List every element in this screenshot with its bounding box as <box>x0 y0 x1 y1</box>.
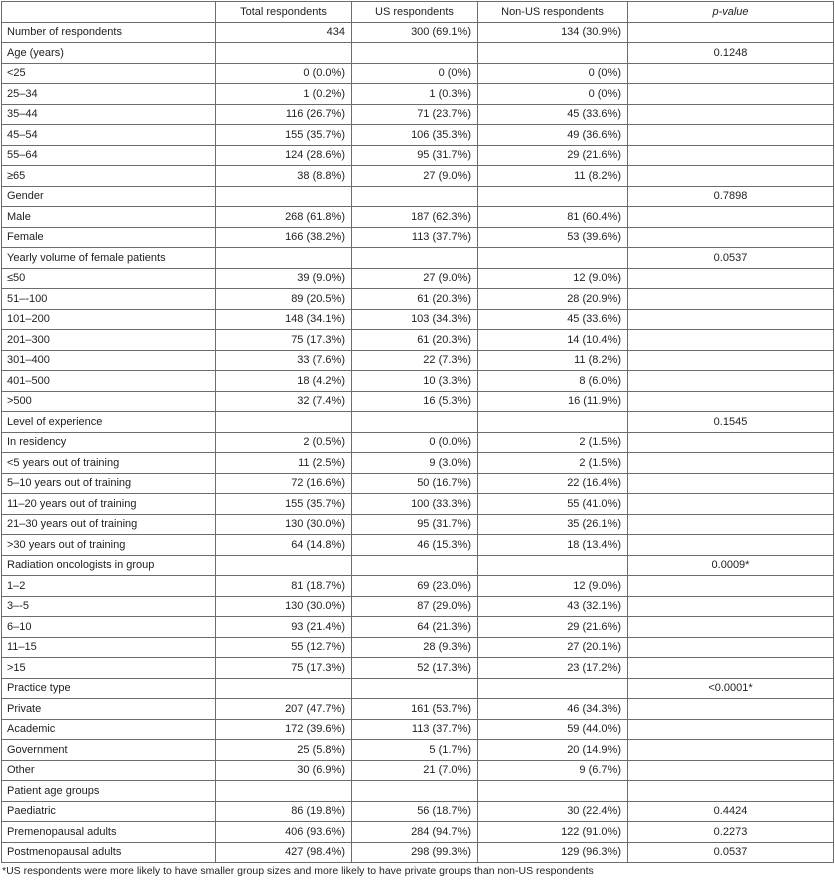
table-row <box>2 371 834 392</box>
table-row <box>2 781 834 802</box>
table-row <box>2 145 834 166</box>
non-us-respondents-cell: 18 (13.4%) <box>478 535 628 556</box>
row-label: 3–-5 <box>2 596 216 617</box>
non-us-respondents-cell: 0 (0%) <box>478 84 628 105</box>
non-us-respondents-cell: 22 (16.4%) <box>478 473 628 494</box>
row-label: Postmenopausal adults <box>2 842 216 863</box>
row-label: 11–15 <box>2 637 216 658</box>
table-row <box>2 125 834 146</box>
total-respondents-cell: 1 (0.2%) <box>216 84 352 105</box>
p-value-cell <box>628 268 834 289</box>
non-us-respondents-cell: 23 (17.2%) <box>478 658 628 679</box>
table-row <box>2 248 834 269</box>
p-value-cell <box>628 494 834 515</box>
row-label: 51–-100 <box>2 289 216 310</box>
total-respondents-cell <box>216 678 352 699</box>
p-value-cell <box>628 104 834 125</box>
us-respondents-cell: 284 (94.7%) <box>352 822 478 843</box>
non-us-respondents-cell <box>478 781 628 802</box>
row-label: Other <box>2 760 216 781</box>
table-row <box>2 535 834 556</box>
p-value-cell <box>628 637 834 658</box>
us-respondents-cell <box>352 555 478 576</box>
p-value-cell: 0.1545 <box>628 412 834 433</box>
total-respondents-cell: 33 (7.6%) <box>216 350 352 371</box>
total-respondents-cell <box>216 555 352 576</box>
total-respondents-cell: 75 (17.3%) <box>216 658 352 679</box>
total-respondents-cell <box>216 43 352 64</box>
us-respondents-cell: 71 (23.7%) <box>352 104 478 125</box>
total-respondents-cell: 268 (61.8%) <box>216 207 352 228</box>
non-us-respondents-cell: 49 (36.6%) <box>478 125 628 146</box>
p-value-cell <box>628 350 834 371</box>
p-value-cell <box>628 432 834 453</box>
table-row <box>2 350 834 371</box>
total-respondents-cell: 64 (14.8%) <box>216 535 352 556</box>
table-row <box>2 658 834 679</box>
row-label: ≥65 <box>2 166 216 187</box>
non-us-respondents-cell: 20 (14.9%) <box>478 740 628 761</box>
non-us-respondents-cell <box>478 43 628 64</box>
us-respondents-cell: 46 (15.3%) <box>352 535 478 556</box>
p-value-cell <box>628 145 834 166</box>
row-label: 201–300 <box>2 330 216 351</box>
table-footnote: *US respondents were more likely to have smaller group sizes and more likely to have private groups than non-US respondents <box>2 865 594 877</box>
table-row <box>2 699 834 720</box>
row-label: 401–500 <box>2 371 216 392</box>
total-respondents-cell: 2 (0.5%) <box>216 432 352 453</box>
p-value-cell <box>628 84 834 105</box>
row-label: 6–10 <box>2 617 216 638</box>
row-label: >500 <box>2 391 216 412</box>
row-label: 301–400 <box>2 350 216 371</box>
table-row <box>2 494 834 515</box>
us-respondents-cell: 87 (29.0%) <box>352 596 478 617</box>
row-label: Private <box>2 699 216 720</box>
row-label: 55–64 <box>2 145 216 166</box>
non-us-respondents-cell: 46 (34.3%) <box>478 699 628 720</box>
p-value-cell <box>628 699 834 720</box>
non-us-respondents-cell: 45 (33.6%) <box>478 309 628 330</box>
total-respondents-cell: 427 (98.4%) <box>216 842 352 863</box>
p-value-cell: 0.0009* <box>628 555 834 576</box>
respondent-characteristics-table <box>1 1 834 863</box>
non-us-respondents-cell: 29 (21.6%) <box>478 617 628 638</box>
non-us-respondents-cell: 122 (91.0%) <box>478 822 628 843</box>
us-respondents-cell: 100 (33.3%) <box>352 494 478 515</box>
p-value-cell: 0.1248 <box>628 43 834 64</box>
non-us-respondents-cell: 59 (44.0%) <box>478 719 628 740</box>
table-row <box>2 289 834 310</box>
total-respondents-cell: 0 (0.0%) <box>216 63 352 84</box>
row-label: In residency <box>2 432 216 453</box>
us-respondents-cell: 61 (20.3%) <box>352 330 478 351</box>
us-respondents-cell: 0 (0%) <box>352 63 478 84</box>
header-p-value: p-value <box>628 2 834 23</box>
table-row <box>2 309 834 330</box>
header-us-respondents: US respondents <box>352 2 478 23</box>
table-body <box>2 22 834 863</box>
us-respondents-cell: 1 (0.3%) <box>352 84 478 105</box>
us-respondents-cell: 103 (34.3%) <box>352 309 478 330</box>
non-us-respondents-cell: 29 (21.6%) <box>478 145 628 166</box>
us-respondents-cell: 0 (0.0%) <box>352 432 478 453</box>
total-respondents-cell: 25 (5.8%) <box>216 740 352 761</box>
p-value-cell <box>628 309 834 330</box>
header-total-respondents: Total respondents <box>216 2 352 23</box>
table-row <box>2 596 834 617</box>
p-value-cell <box>628 371 834 392</box>
table-row <box>2 453 834 474</box>
row-label: Patient age groups <box>2 781 216 802</box>
p-value-cell <box>628 330 834 351</box>
total-respondents-cell: 93 (21.4%) <box>216 617 352 638</box>
row-label: Paediatric <box>2 801 216 822</box>
table-row <box>2 43 834 64</box>
p-value-cell: 0.7898 <box>628 186 834 207</box>
row-label: 35–44 <box>2 104 216 125</box>
p-value-cell <box>628 719 834 740</box>
non-us-respondents-cell: 134 (30.9%) <box>478 22 628 43</box>
table-row <box>2 330 834 351</box>
total-respondents-cell: 116 (26.7%) <box>216 104 352 125</box>
total-respondents-cell: 18 (4.2%) <box>216 371 352 392</box>
row-label: Gender <box>2 186 216 207</box>
non-us-respondents-cell <box>478 186 628 207</box>
us-respondents-cell: 95 (31.7%) <box>352 145 478 166</box>
non-us-respondents-cell <box>478 555 628 576</box>
p-value-cell <box>628 576 834 597</box>
row-label: 101–200 <box>2 309 216 330</box>
row-label: Age (years) <box>2 43 216 64</box>
total-respondents-cell: 406 (93.6%) <box>216 822 352 843</box>
total-respondents-cell: 55 (12.7%) <box>216 637 352 658</box>
us-respondents-cell: 61 (20.3%) <box>352 289 478 310</box>
table-row <box>2 227 834 248</box>
total-respondents-cell: 155 (35.7%) <box>216 125 352 146</box>
table-row <box>2 268 834 289</box>
total-respondents-cell: 86 (19.8%) <box>216 801 352 822</box>
row-label: Level of experience <box>2 412 216 433</box>
p-value-cell: <0.0001* <box>628 678 834 699</box>
table-row <box>2 412 834 433</box>
table-row <box>2 84 834 105</box>
us-respondents-cell: 95 (31.7%) <box>352 514 478 535</box>
table-row <box>2 186 834 207</box>
table-row <box>2 391 834 412</box>
us-respondents-cell: 52 (17.3%) <box>352 658 478 679</box>
total-respondents-cell: 130 (30.0%) <box>216 514 352 535</box>
us-respondents-cell: 50 (16.7%) <box>352 473 478 494</box>
non-us-respondents-cell: 27 (20.1%) <box>478 637 628 658</box>
non-us-respondents-cell: 35 (26.1%) <box>478 514 628 535</box>
us-respondents-cell: 28 (9.3%) <box>352 637 478 658</box>
p-value-cell <box>628 453 834 474</box>
us-respondents-cell <box>352 678 478 699</box>
table-row <box>2 432 834 453</box>
p-value-cell <box>628 166 834 187</box>
non-us-respondents-cell: 11 (8.2%) <box>478 350 628 371</box>
non-us-respondents-cell: 43 (32.1%) <box>478 596 628 617</box>
total-respondents-cell <box>216 186 352 207</box>
us-respondents-cell <box>352 43 478 64</box>
non-us-respondents-cell: 53 (39.6%) <box>478 227 628 248</box>
p-value-cell <box>628 207 834 228</box>
total-respondents-cell: 75 (17.3%) <box>216 330 352 351</box>
table-row <box>2 63 834 84</box>
total-respondents-cell: 155 (35.7%) <box>216 494 352 515</box>
p-value-cell <box>628 514 834 535</box>
row-label: 5–10 years out of training <box>2 473 216 494</box>
total-respondents-cell: 38 (8.8%) <box>216 166 352 187</box>
row-label: >30 years out of training <box>2 535 216 556</box>
non-us-respondents-cell: 30 (22.4%) <box>478 801 628 822</box>
table-row <box>2 166 834 187</box>
row-label: Male <box>2 207 216 228</box>
row-label: <5 years out of training <box>2 453 216 474</box>
total-respondents-cell: 11 (2.5%) <box>216 453 352 474</box>
non-us-respondents-cell: 8 (6.0%) <box>478 371 628 392</box>
row-label: Academic <box>2 719 216 740</box>
us-respondents-cell: 69 (23.0%) <box>352 576 478 597</box>
p-value-cell <box>628 391 834 412</box>
us-respondents-cell <box>352 412 478 433</box>
total-respondents-cell: 32 (7.4%) <box>216 391 352 412</box>
non-us-respondents-cell: 12 (9.0%) <box>478 268 628 289</box>
us-respondents-cell <box>352 781 478 802</box>
non-us-respondents-cell: 14 (10.4%) <box>478 330 628 351</box>
table-row <box>2 576 834 597</box>
table-row <box>2 822 834 843</box>
total-respondents-cell: 72 (16.6%) <box>216 473 352 494</box>
total-respondents-cell: 30 (6.9%) <box>216 760 352 781</box>
us-respondents-cell: 298 (99.3%) <box>352 842 478 863</box>
total-respondents-cell: 89 (20.5%) <box>216 289 352 310</box>
non-us-respondents-cell: 12 (9.0%) <box>478 576 628 597</box>
total-respondents-cell: 434 <box>216 22 352 43</box>
total-respondents-cell: 207 (47.7%) <box>216 699 352 720</box>
p-value-cell: 0.2273 <box>628 822 834 843</box>
p-value-cell <box>628 535 834 556</box>
table-row <box>2 801 834 822</box>
total-respondents-cell <box>216 248 352 269</box>
total-respondents-cell <box>216 781 352 802</box>
table-row <box>2 104 834 125</box>
non-us-respondents-cell: 55 (41.0%) <box>478 494 628 515</box>
total-respondents-cell <box>216 412 352 433</box>
non-us-respondents-cell <box>478 248 628 269</box>
row-label: 11–20 years out of training <box>2 494 216 515</box>
p-value-cell <box>628 227 834 248</box>
non-us-respondents-cell: 129 (96.3%) <box>478 842 628 863</box>
p-value-cell: 0.0537 <box>628 842 834 863</box>
row-label: 1–2 <box>2 576 216 597</box>
us-respondents-cell: 106 (35.3%) <box>352 125 478 146</box>
total-respondents-cell: 39 (9.0%) <box>216 268 352 289</box>
table-row <box>2 555 834 576</box>
row-label: <25 <box>2 63 216 84</box>
us-respondents-cell: 113 (37.7%) <box>352 227 478 248</box>
total-respondents-cell: 172 (39.6%) <box>216 719 352 740</box>
table-row <box>2 617 834 638</box>
us-respondents-cell: 9 (3.0%) <box>352 453 478 474</box>
non-us-respondents-cell <box>478 678 628 699</box>
non-us-respondents-cell: 2 (1.5%) <box>478 432 628 453</box>
non-us-respondents-cell <box>478 412 628 433</box>
non-us-respondents-cell: 28 (20.9%) <box>478 289 628 310</box>
non-us-respondents-cell: 16 (11.9%) <box>478 391 628 412</box>
total-respondents-cell: 130 (30.0%) <box>216 596 352 617</box>
us-respondents-cell: 27 (9.0%) <box>352 166 478 187</box>
p-value-cell <box>628 617 834 638</box>
row-label: ≤50 <box>2 268 216 289</box>
row-label: Government <box>2 740 216 761</box>
us-respondents-cell: 22 (7.3%) <box>352 350 478 371</box>
row-label: Yearly volume of female patients <box>2 248 216 269</box>
us-respondents-cell: 27 (9.0%) <box>352 268 478 289</box>
p-value-cell <box>628 289 834 310</box>
p-value-cell <box>628 473 834 494</box>
p-value-cell <box>628 596 834 617</box>
us-respondents-cell <box>352 248 478 269</box>
non-us-respondents-cell: 0 (0%) <box>478 63 628 84</box>
us-respondents-cell: 16 (5.3%) <box>352 391 478 412</box>
total-respondents-cell: 166 (38.2%) <box>216 227 352 248</box>
table-row <box>2 740 834 761</box>
row-label: Number of respondents <box>2 22 216 43</box>
non-us-respondents-cell: 45 (33.6%) <box>478 104 628 125</box>
us-respondents-cell: 10 (3.3%) <box>352 371 478 392</box>
row-label: Practice type <box>2 678 216 699</box>
p-value-cell <box>628 658 834 679</box>
row-label: 45–54 <box>2 125 216 146</box>
us-respondents-cell: 64 (21.3%) <box>352 617 478 638</box>
us-respondents-cell: 161 (53.7%) <box>352 699 478 720</box>
row-label: Female <box>2 227 216 248</box>
total-respondents-cell: 148 (34.1%) <box>216 309 352 330</box>
p-value-cell <box>628 125 834 146</box>
table-row <box>2 678 834 699</box>
total-respondents-cell: 124 (28.6%) <box>216 145 352 166</box>
p-value-cell <box>628 63 834 84</box>
p-value-cell <box>628 740 834 761</box>
table-row <box>2 719 834 740</box>
row-label: 25–34 <box>2 84 216 105</box>
us-respondents-cell: 5 (1.7%) <box>352 740 478 761</box>
non-us-respondents-cell: 9 (6.7%) <box>478 760 628 781</box>
row-label: >15 <box>2 658 216 679</box>
header-non-us-respondents: Non-US respondents <box>478 2 628 23</box>
row-label: Premenopausal adults <box>2 822 216 843</box>
total-respondents-cell: 81 (18.7%) <box>216 576 352 597</box>
table-row <box>2 207 834 228</box>
table-row <box>2 637 834 658</box>
non-us-respondents-cell: 2 (1.5%) <box>478 453 628 474</box>
p-value-cell: 0.4424 <box>628 801 834 822</box>
table-row <box>2 514 834 535</box>
us-respondents-cell: 113 (37.7%) <box>352 719 478 740</box>
us-respondents-cell: 300 (69.1%) <box>352 22 478 43</box>
table-row <box>2 473 834 494</box>
table-row <box>2 22 834 43</box>
us-respondents-cell <box>352 186 478 207</box>
p-value-cell <box>628 781 834 802</box>
us-respondents-cell: 21 (7.0%) <box>352 760 478 781</box>
row-label: Radiation oncologists in group <box>2 555 216 576</box>
p-value-cell: 0.0537 <box>628 248 834 269</box>
p-value-cell <box>628 760 834 781</box>
table-header-row <box>2 2 834 23</box>
non-us-respondents-cell: 81 (60.4%) <box>478 207 628 228</box>
table-row <box>2 760 834 781</box>
us-respondents-cell: 187 (62.3%) <box>352 207 478 228</box>
header-label <box>2 2 216 23</box>
non-us-respondents-cell: 11 (8.2%) <box>478 166 628 187</box>
p-value-cell <box>628 22 834 43</box>
us-respondents-cell: 56 (18.7%) <box>352 801 478 822</box>
table-row <box>2 842 834 863</box>
row-label: 21–30 years out of training <box>2 514 216 535</box>
